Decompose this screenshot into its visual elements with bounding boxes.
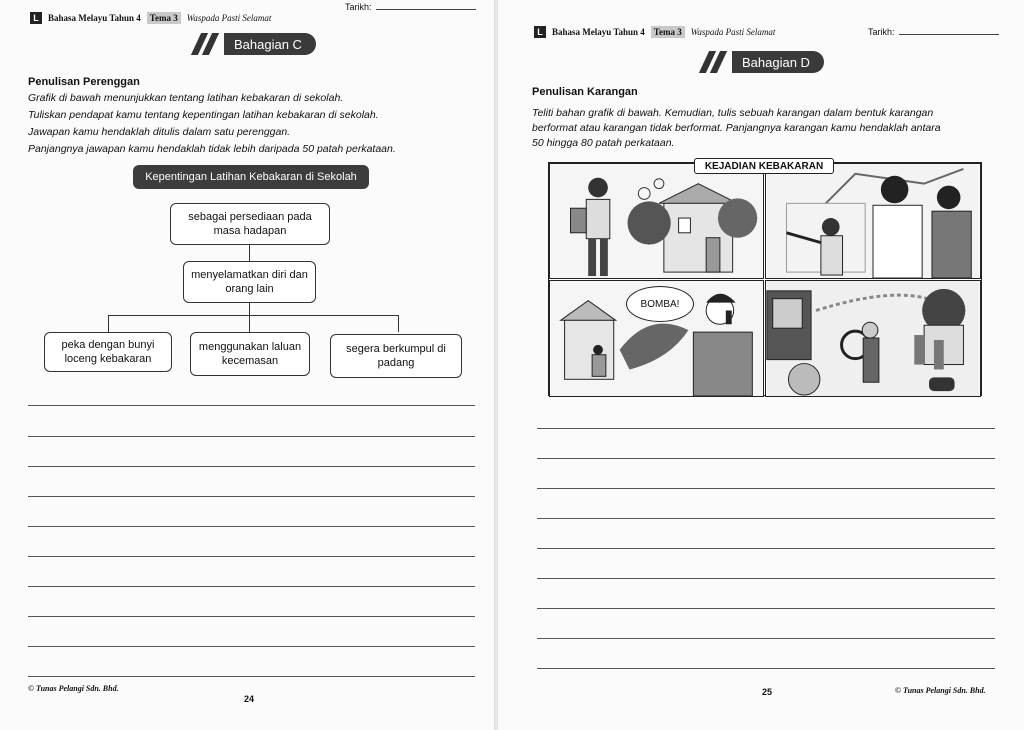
comic-panel-reporting xyxy=(765,163,981,279)
tema-subtitle: Waspada Pasti Selamat xyxy=(186,13,272,23)
map-box-assemble: segera berkumpul di padang xyxy=(330,334,462,378)
writing-line[interactable] xyxy=(537,548,995,549)
section-title: Penulisan Karangan xyxy=(532,86,638,98)
writing-line[interactable] xyxy=(28,405,475,406)
connector xyxy=(249,245,250,261)
banner-label: Bahagian D xyxy=(732,51,824,73)
instruction-line: Teliti bahan grafik di bawah. Kemudian, tulis sebuah karangan dalam bentuk karangan xyxy=(532,107,934,119)
map-box-future: sebagai persediaan pada masa hadapan xyxy=(170,203,330,245)
book-logo-icon: L xyxy=(30,12,42,24)
writing-line[interactable] xyxy=(537,458,995,459)
section-banner xyxy=(700,51,824,73)
section-title: Penulisan Perenggan xyxy=(28,76,140,88)
writing-line[interactable] xyxy=(537,638,995,639)
left-page xyxy=(0,0,494,730)
writing-line[interactable] xyxy=(28,616,475,617)
speech-bubble: BOMBA! xyxy=(626,286,694,322)
instruction-line: Tuliskan pendapat kamu tentang kepentingan latihan kebakaran di sekolah. xyxy=(28,109,379,121)
comic-panel-firefighters xyxy=(765,280,981,397)
writing-line[interactable] xyxy=(537,428,995,429)
date-field[interactable] xyxy=(868,27,999,37)
instruction-line: 50 hingga 80 patah perkataan. xyxy=(532,137,675,149)
writing-line[interactable] xyxy=(28,526,475,527)
book-title: Bahasa Melayu Tahun 4 xyxy=(552,27,645,37)
writing-line[interactable] xyxy=(537,668,995,669)
section-banner xyxy=(192,33,316,55)
page-number: 25 xyxy=(752,683,782,701)
instruction-line: berformat atau karangan tidak berformat. Panjangnya karangan kamu hendaklah antara xyxy=(532,122,941,134)
writing-line[interactable] xyxy=(537,488,995,489)
book-logo-icon: L xyxy=(534,26,546,38)
map-box-save: menyelamatkan diri dan orang lain xyxy=(183,261,316,303)
connector xyxy=(249,303,250,315)
writing-line[interactable] xyxy=(28,646,475,647)
writing-line[interactable] xyxy=(28,496,475,497)
map-box-route: menggunakan laluan kecemasan xyxy=(190,332,310,376)
comic-panel-student-smoke xyxy=(549,163,764,279)
comic-title: KEJADIAN KEBAKARAN xyxy=(694,158,834,174)
tema-label: Tema 3 xyxy=(147,12,181,24)
writing-line[interactable] xyxy=(28,436,475,437)
writing-line[interactable] xyxy=(537,518,995,519)
tema-subtitle: Waspada Pasti Selamat xyxy=(690,27,776,37)
instructions xyxy=(28,90,478,158)
instruction-line: Panjangnya jawapan kamu hendaklah tidak lebih daripada 50 patah perkataan. xyxy=(28,143,396,155)
stripes-icon xyxy=(700,51,732,73)
writing-line[interactable] xyxy=(537,578,995,579)
page-header xyxy=(30,12,271,24)
copyright-footer: © Tunas Pelangi Sdn. Bhd. xyxy=(28,684,119,693)
map-box-alarm: peka dengan bunyi loceng kebakaran xyxy=(44,332,172,372)
page-number: 24 xyxy=(234,690,264,708)
comic-strip xyxy=(548,162,982,396)
writing-line[interactable] xyxy=(28,676,475,677)
banner-label: Bahagian C xyxy=(224,33,316,55)
instructions xyxy=(532,106,1002,151)
instruction-line: Grafik di bawah menunjukkan tentang latihan kebakaran di sekolah. xyxy=(28,92,344,104)
tema-label: Tema 3 xyxy=(651,26,685,38)
date-line xyxy=(376,9,476,10)
date-line xyxy=(899,34,999,35)
writing-line[interactable] xyxy=(28,466,475,467)
copyright-footer: © Tunas Pelangi Sdn. Bhd. xyxy=(895,686,986,695)
writing-line[interactable] xyxy=(28,556,475,557)
writing-line[interactable] xyxy=(28,586,475,587)
connector xyxy=(249,315,250,332)
connector xyxy=(108,315,399,316)
connector xyxy=(398,315,399,332)
writing-line[interactable] xyxy=(537,608,995,609)
map-title: Kepentingan Latihan Kebakaran di Sekolah xyxy=(133,165,369,189)
page-header xyxy=(534,26,775,38)
connector xyxy=(108,315,109,332)
stripes-icon xyxy=(192,33,224,55)
date-label: Tarikh: xyxy=(868,27,895,37)
date-label: Tarikh: xyxy=(345,2,372,12)
date-field[interactable] xyxy=(345,2,476,12)
instruction-line: Jawapan kamu hendaklah ditulis dalam satu perenggan. xyxy=(28,126,291,138)
book-title: Bahasa Melayu Tahun 4 xyxy=(48,13,141,23)
